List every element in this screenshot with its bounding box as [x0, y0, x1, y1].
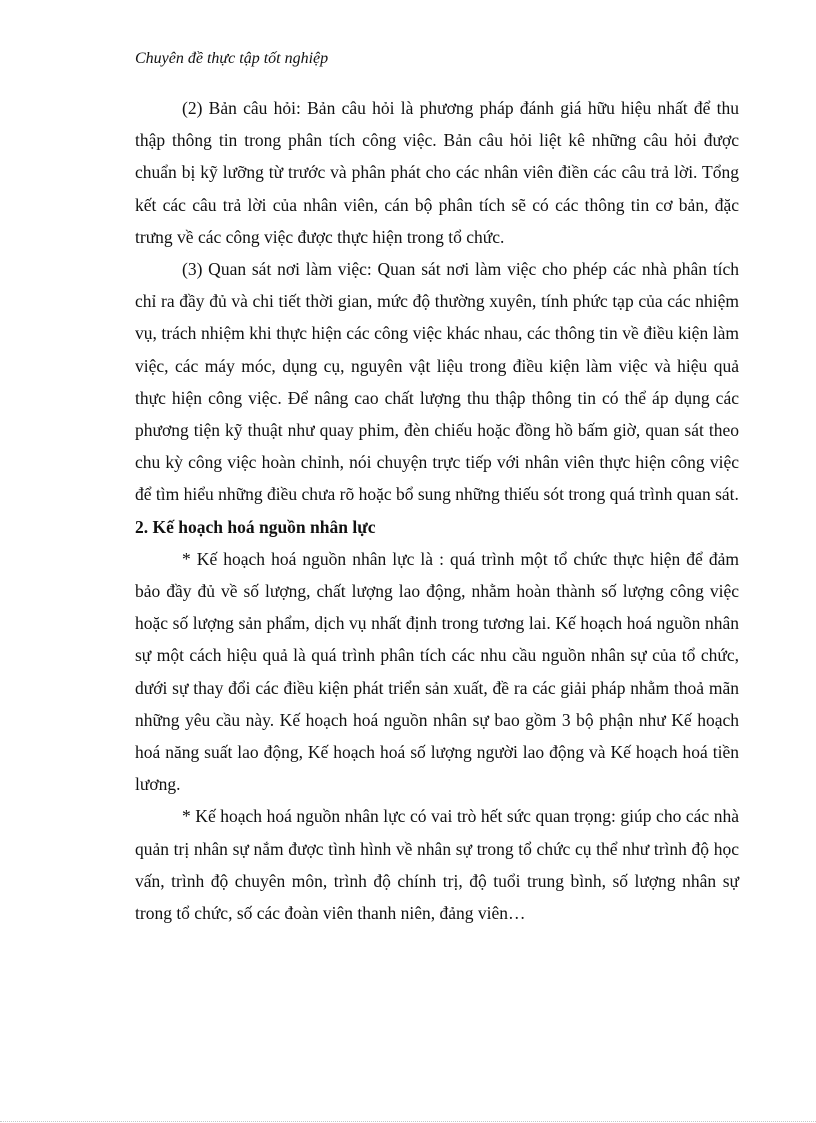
- paragraph-questionnaire: (2) Bản câu hỏi: Bản câu hỏi là phương pháp đánh giá hữu hiệu nhất để thu thập thông tin trong phân tích công việc. Bản câu hỏi liệt kê những câu hỏi được chuẩn bị kỹ lưỡng từ trước và phân phát cho các nhân viên điền các câu trả lời. Tổng kết các câu trả lời của nhân viên, cán bộ phân tích sẽ có các thông tin cơ bản, đặc trưng về các công việc được thực hiện trong tổ chức.: [135, 98, 739, 247]
- page-header-title: Chuyên đề thực tập tốt nghiệp: [135, 50, 329, 67]
- paragraph-hr-planning-definition: * Kế hoạch hoá nguồn nhân lực là : quá trình một tổ chức thực hiện để đảm bảo đầy đủ về số lượng, chất lượng lao động, nhằm hoàn thành số lượng công việc hoặc số lượng sản phẩm, dịch vụ nhất định trong tương lai. Kế hoạch hoá nguồn nhân sự một cách hiệu quả là quá trình phân tích các nhu cầu nguồn nhân sự của tổ chức, dưới sự thay đổi các điều kiện phát triển sản xuất, đề ra các giải pháp nhằm thoả mãn những yêu cầu này. Kế hoạch hoá nguồn nhân sự bao gồm 3 bộ phận như Kế hoạch hoá năng suất lao động, Kế hoạch hoá số lượng người lao động và Kế hoạch hoá tiền lương.: [135, 548, 739, 795]
- document-body: [135, 92, 739, 929]
- section-heading: 2. Kế hoạch hoá nguồn nhân lực: [135, 516, 376, 537]
- paragraph-workplace-observation: (3) Quan sát nơi làm việc: Quan sát nơi làm việc cho phép các nhà phân tích chỉ ra đầy đủ và chi tiết thời gian, mức độ thường xuyên, tính phức tạp của các nhiệm vụ, trách nhiệm khi thực hiện các công việc khác nhau, các thông tin về điều kiện làm việc, các máy móc, dụng cụ, nguyên vật liệu trong điều kiện làm việc và hiệu quả thực hiện công việc. Để nâng cao chất lượng thu thập thông tin có thể áp dụng các phương tiện kỹ thuật như quay phim, đèn chiếu hoặc đồng hồ bấm giờ, quan sát theo chu kỳ công việc hoàn chỉnh, nói chuyện trực tiếp với nhân viên thực hiện công việc để tìm hiểu những điều chưa rõ hoặc bổ sung những thiếu sót trong quá trình quan sát.: [135, 259, 739, 505]
- page-bottom-divider: [0, 1121, 816, 1122]
- paragraph-hr-planning-role: * Kế hoạch hoá nguồn nhân lực có vai trò hết sức quan trọng: giúp cho các nhà quản trị nhân sự nắm được tình hình về nhân sự trong tổ chức cụ thể như trình độ học vấn, trình độ chuyên môn, trình độ chính trị, độ tuổi trung bình, số lượng nhân sự trong tổ chức, số các đoàn viên thanh niên, đảng viên…: [135, 806, 739, 924]
